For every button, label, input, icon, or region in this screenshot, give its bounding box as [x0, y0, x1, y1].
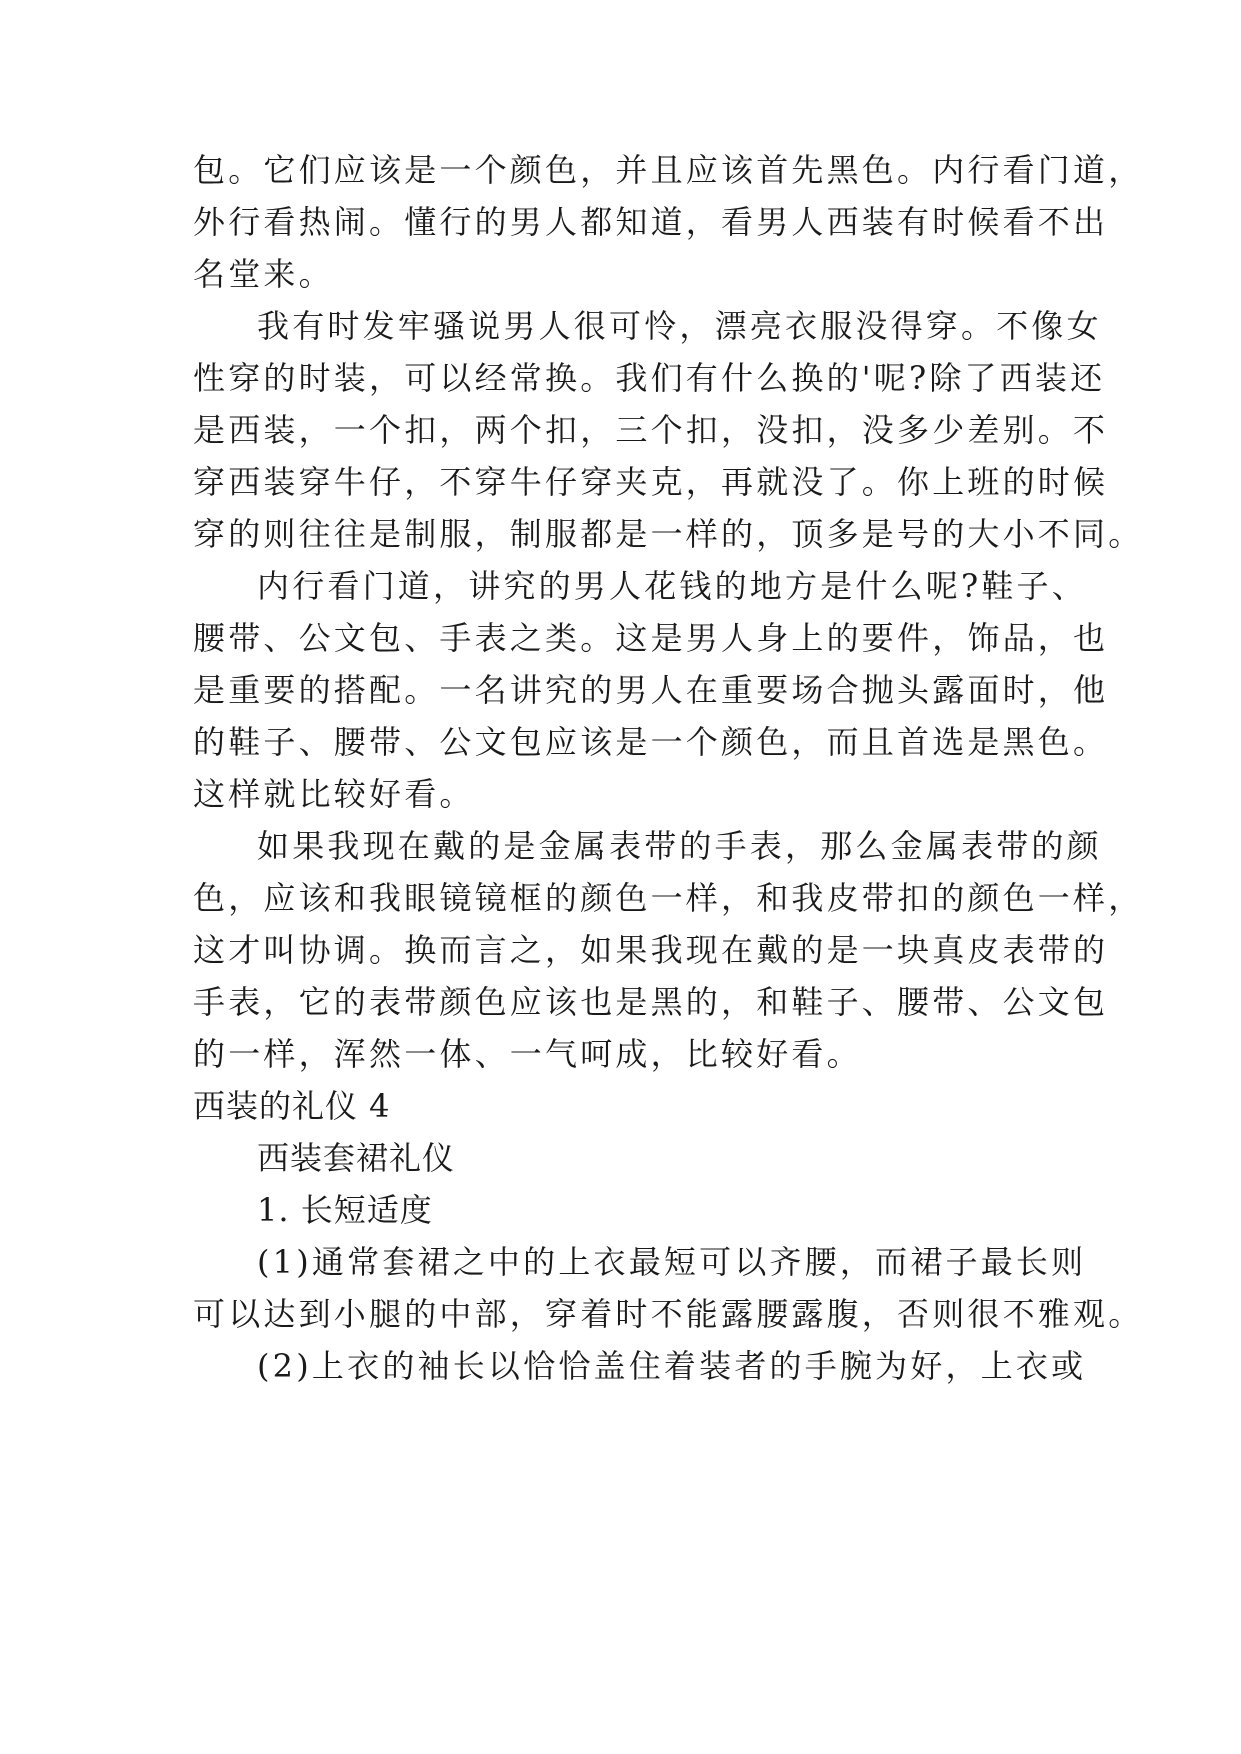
paragraph-line: 是西装，一个扣，两个扣，三个扣，没扣，没多少差别。不	[193, 411, 1109, 449]
paragraph-line: 腰带、公文包、手表之类。这是男人身上的要件，饰品，也	[193, 619, 1109, 657]
paragraph-line: 名堂来。	[193, 255, 334, 293]
section-heading: 西装的礼仪 4	[193, 1087, 391, 1125]
list-item-heading: 1. 长短适度	[257, 1191, 433, 1229]
paragraph-line: 手表，它的表带颜色应该也是黑的，和鞋子、腰带、公文包	[193, 983, 1109, 1021]
paragraph-line: 穿西装穿牛仔，不穿牛仔穿夹克，再就没了。你上班的时候	[193, 463, 1109, 501]
paragraph-line: 内行看门道，讲究的男人花钱的地方是什么呢?鞋子、	[257, 567, 1087, 605]
paragraph-line: 如果我现在戴的是金属表带的手表，那么金属表带的颜	[257, 827, 1102, 865]
paragraph-line: 是重要的搭配。一名讲究的男人在重要场合抛头露面时，他	[193, 671, 1109, 709]
paragraph-line: 的鞋子、腰带、公文包应该是一个颜色，而且首选是黑色。	[193, 723, 1109, 761]
paragraph-line: 的一样，浑然一体、一气呵成，比较好看。	[193, 1035, 862, 1073]
paragraph-line: (1)通常套裙之中的上衣最短可以齐腰，而裙子最长则	[257, 1243, 1087, 1281]
paragraph-line: 这样就比较好看。	[193, 775, 475, 813]
paragraph-line: 可以达到小腿的中部，穿着时不能露腰露腹，否则很不雅观。	[193, 1295, 1144, 1333]
paragraph-line: 性穿的时装，可以经常换。我们有什么换的'呢?除了西装还	[193, 359, 1106, 397]
paragraph-line: 色，应该和我眼镜镜框的颜色一样，和我皮带扣的颜色一样，	[193, 879, 1144, 917]
paragraph-line: (2)上衣的袖长以恰恰盖住着装者的手腕为好，上衣或	[257, 1347, 1087, 1385]
paragraph-line: 我有时发牢骚说男人很可怜，漂亮衣服没得穿。不像女	[257, 307, 1102, 345]
paragraph-line: 外行看热闹。懂行的男人都知道，看男人西装有时候看不出	[193, 203, 1109, 241]
paragraph-line: 这才叫协调。换而言之，如果我现在戴的是一块真皮表带的	[193, 931, 1109, 969]
subsection-heading: 西装套裙礼仪	[257, 1139, 456, 1177]
paragraph-line: 包。它们应该是一个颜色，并且应该首先黑色。内行看门道，	[193, 151, 1144, 189]
paragraph-line: 穿的则往往是制服，制服都是一样的，顶多是号的大小不同。	[193, 515, 1144, 553]
